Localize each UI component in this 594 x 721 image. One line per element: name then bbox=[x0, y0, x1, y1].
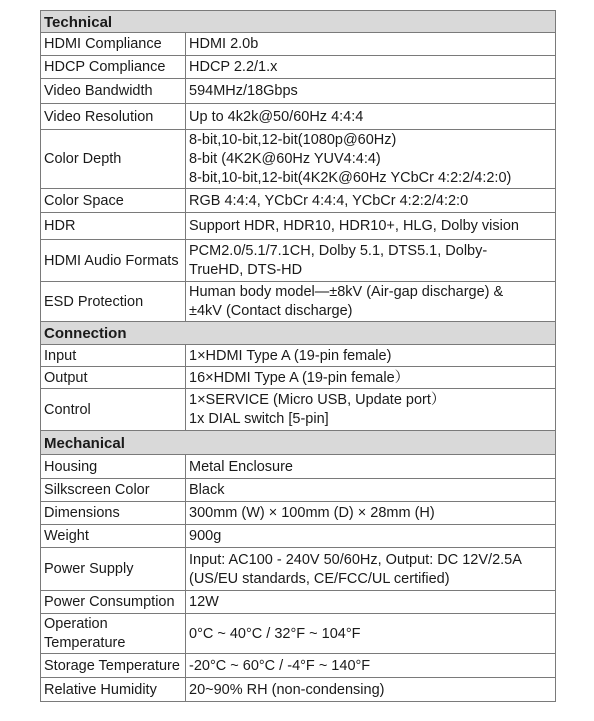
spec-row-input bbox=[41, 345, 556, 367]
spec-row-color-depth bbox=[41, 130, 556, 189]
spec-row-dimensions bbox=[41, 502, 556, 525]
spec-value: Black bbox=[186, 479, 556, 502]
spec-label: Video Bandwidth bbox=[41, 79, 186, 104]
section-header-connection bbox=[41, 322, 556, 345]
section-title: Connection bbox=[41, 322, 556, 345]
spec-value: HDMI 2.0b bbox=[186, 33, 556, 56]
spec-label: Relative Humidity bbox=[41, 678, 186, 702]
spec-value: Human body model—±8kV (Air-gap discharge) & ±4kV (Contact discharge) bbox=[186, 282, 556, 322]
spec-label: HDCP Compliance bbox=[41, 56, 186, 79]
section-title: Mechanical bbox=[41, 431, 556, 455]
spec-value: Input: AC100 - 240V 50/60Hz, Output: DC 12V/2.5A (US/EU standards, CE/FCC/UL certified) bbox=[186, 548, 556, 591]
spec-row-hdmi-audio-formats bbox=[41, 240, 556, 282]
spec-row-hdr bbox=[41, 213, 556, 240]
spec-row-video-bandwidth bbox=[41, 79, 556, 104]
spec-label: Power Supply bbox=[41, 548, 186, 591]
spec-label: HDR bbox=[41, 213, 186, 240]
spec-label: Housing bbox=[41, 455, 186, 479]
spec-row-esd-protection bbox=[41, 282, 556, 322]
spec-row-color-space bbox=[41, 189, 556, 213]
spec-value: 900g bbox=[186, 525, 556, 548]
spec-label: Operation Temperature bbox=[41, 614, 186, 654]
spec-label: Dimensions bbox=[41, 502, 186, 525]
spec-value: RGB 4:4:4, YCbCr 4:4:4, YCbCr 4:2:2/4:2:0 bbox=[186, 189, 556, 213]
spec-label: Silkscreen Color bbox=[41, 479, 186, 502]
spec-value: 20~90% RH (non-condensing) bbox=[186, 678, 556, 702]
spec-row-operation-temperature bbox=[41, 614, 556, 654]
spec-row-housing bbox=[41, 455, 556, 479]
spec-row-weight bbox=[41, 525, 556, 548]
spec-value: 1×HDMI Type A (19-pin female) bbox=[186, 345, 556, 367]
spec-row-power-consumption bbox=[41, 591, 556, 614]
spec-value: 300mm (W) × 100mm (D) × 28mm (H) bbox=[186, 502, 556, 525]
spec-row-hdcp-compliance bbox=[41, 56, 556, 79]
spec-row-control bbox=[41, 389, 556, 431]
spec-value: -20°C ~ 60°C / -4°F ~ 140°F bbox=[186, 654, 556, 678]
section-header-technical bbox=[41, 11, 556, 33]
spec-value: HDCP 2.2/1.x bbox=[186, 56, 556, 79]
spec-label: Video Resolution bbox=[41, 104, 186, 130]
spec-value: 0°C ~ 40°C / 32°F ~ 104°F bbox=[186, 614, 556, 654]
spec-label: Storage Temperature bbox=[41, 654, 186, 678]
spec-label: HDMI Compliance bbox=[41, 33, 186, 56]
spec-label: Color Space bbox=[41, 189, 186, 213]
spec-row-storage-temperature bbox=[41, 654, 556, 678]
spec-value: Up to 4k2k@50/60Hz 4:4:4 bbox=[186, 104, 556, 130]
spec-value: 1×SERVICE (Micro USB, Update port） 1x DIAL switch [5-pin] bbox=[186, 389, 556, 431]
spec-label: Input bbox=[41, 345, 186, 367]
spec-label: Power Consumption bbox=[41, 591, 186, 614]
spec-value: Metal Enclosure bbox=[186, 455, 556, 479]
spec-row-output bbox=[41, 367, 556, 389]
spec-value: PCM2.0/5.1/7.1CH, Dolby 5.1, DTS5.1, Dolby- TrueHD, DTS-HD bbox=[186, 240, 556, 282]
spec-row-relative-humidity bbox=[41, 678, 556, 702]
spec-value: 16×HDMI Type A (19-pin female） bbox=[186, 367, 556, 389]
spec-value: Support HDR, HDR10, HDR10+, HLG, Dolby vision bbox=[186, 213, 556, 240]
section-header-mechanical bbox=[41, 431, 556, 455]
spec-row-silkscreen-color bbox=[41, 479, 556, 502]
spec-label: Weight bbox=[41, 525, 186, 548]
spec-value: 594MHz/18Gbps bbox=[186, 79, 556, 104]
spec-label: ESD Protection bbox=[41, 282, 186, 322]
section-title: Technical bbox=[41, 11, 556, 33]
spec-value: 8-bit,10-bit,12-bit(1080p@60Hz) 8-bit (4K2K@60Hz YUV4:4:4) 8-bit,10-bit,12-bit(4K2K@60Hz YCbCr 4:2:2/4:2:0) bbox=[186, 130, 556, 189]
spec-value: 12W bbox=[186, 591, 556, 614]
spec-label: Output bbox=[41, 367, 186, 389]
spec-row-video-resolution bbox=[41, 104, 556, 130]
spec-label: Control bbox=[41, 389, 186, 431]
specification-table bbox=[40, 10, 556, 702]
spec-row-power-supply bbox=[41, 548, 556, 591]
spec-label: Color Depth bbox=[41, 130, 186, 189]
spec-label: HDMI Audio Formats bbox=[41, 240, 186, 282]
spec-row-hdmi-compliance bbox=[41, 33, 556, 56]
